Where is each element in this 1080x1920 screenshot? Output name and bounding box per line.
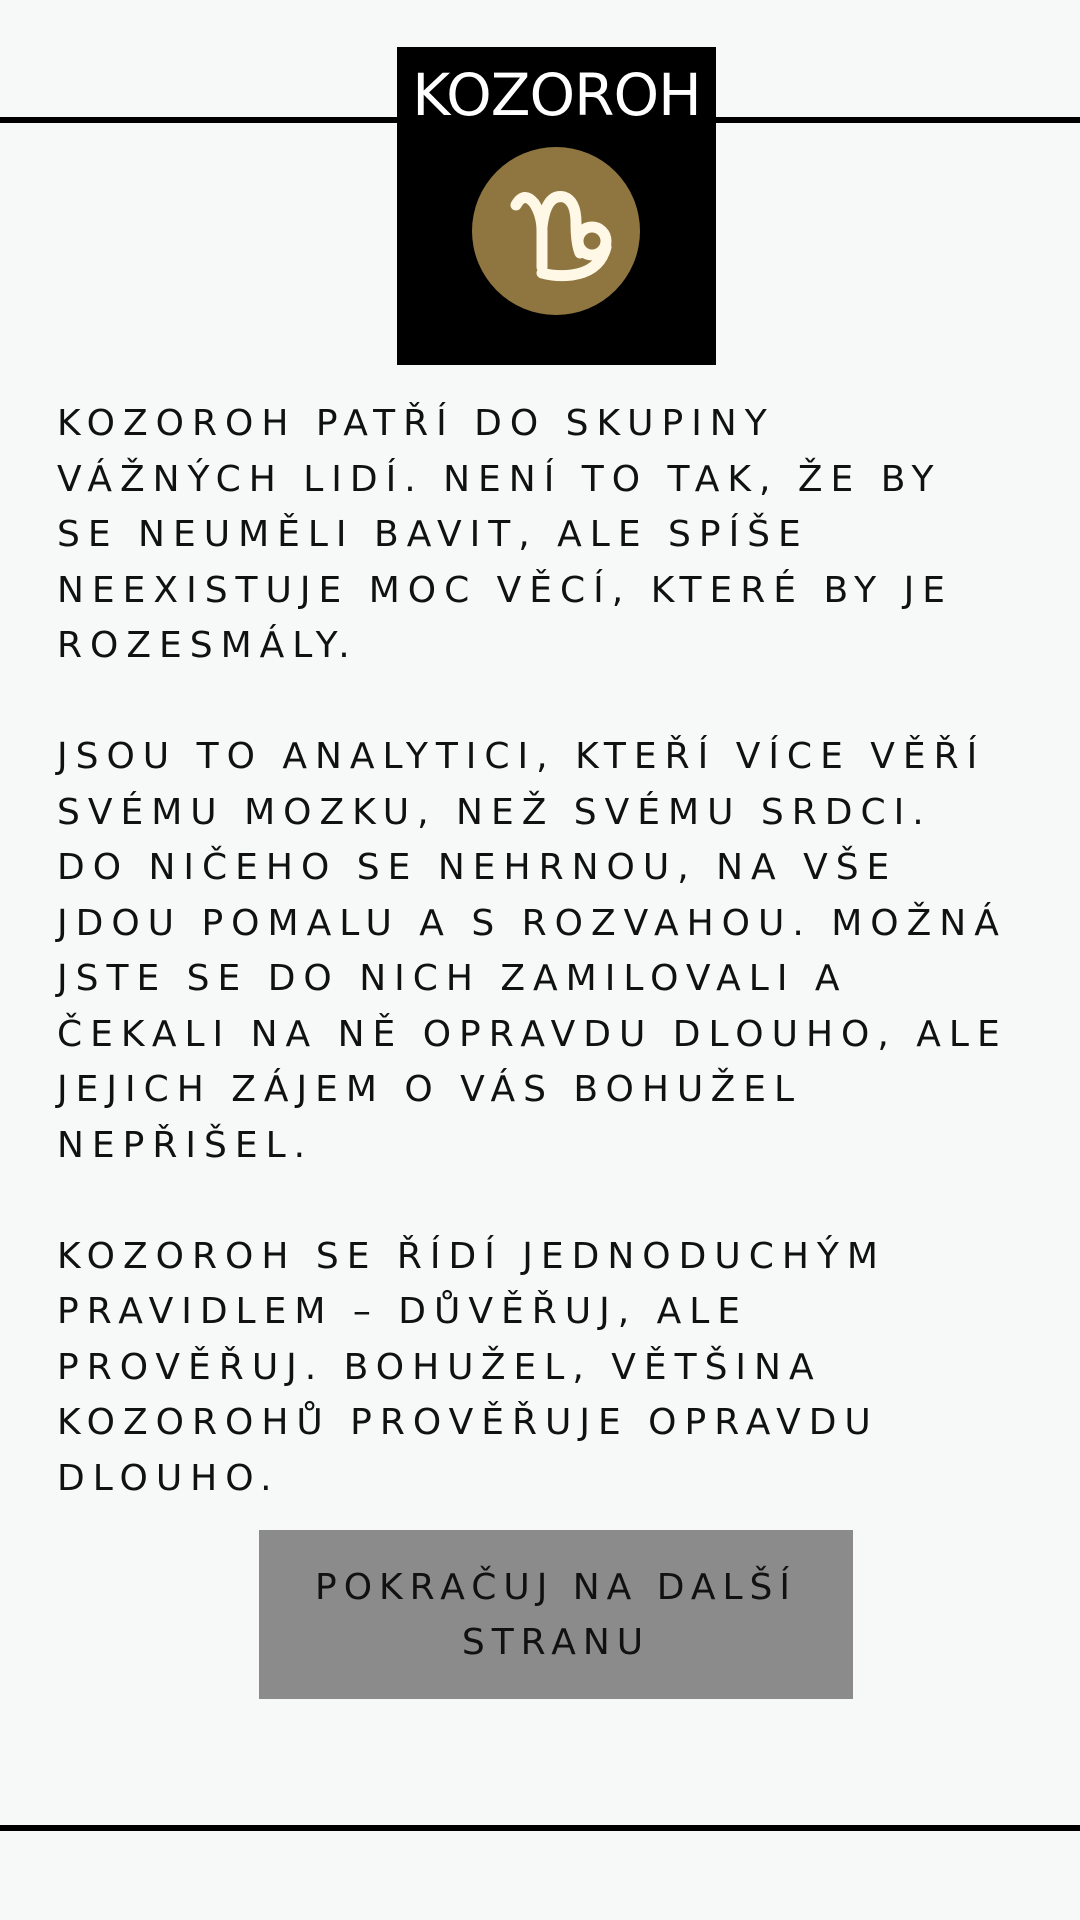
paragraph-2: JSOU TO ANALYTICI, KTEŘÍ VÍCE VĚŘÍ SVÉMU MOZKU, NEŽ SVÉMU SRDCI. DO NIČEHO SE NEHRNOU, NA VŠE JDOU POMALU A S ROZVAHOU. MOŽNÁ JSTE SE DO NICH ZAMILOVALI A ČEKALI NA NĚ OPRAVDU DLOUHO, ALE JEJICH ZÁJEM O VÁS BOHUŽEL NEPŘIŠEL. [57, 736, 1008, 1166]
paragraph-3: KOZOROH SE ŘÍDÍ JEDNODUCHÝM PRAVIDLEM – DŮVĚŘUJ, ALE PROVĚŘUJ. BOHUŽEL, VĚTŠINA KOZOROHŮ PROVĚŘUJE OPRAVDU DLOUHO. [57, 1235, 886, 1499]
capricorn-icon [472, 147, 640, 315]
logo-title: KOZOROH [412, 61, 701, 129]
bottom-divider [0, 1825, 1080, 1831]
paragraph-1: KOZOROH PATŘÍ DO SKUPINY VÁŽNÝCH LIDÍ. NENÍ TO TAK, ŽE BY SE NEUMĚLI BAVIT, ALE SPÍŠE NEEXISTUJE MOC VĚCÍ, KTERÉ BY JE ROZESMÁLY. [57, 403, 953, 666]
next-page-button[interactable]: POKRAČUJ NA DALŠÍ STRANU [259, 1530, 853, 1699]
description-text [57, 396, 1017, 1506]
zodiac-logo [397, 47, 716, 365]
